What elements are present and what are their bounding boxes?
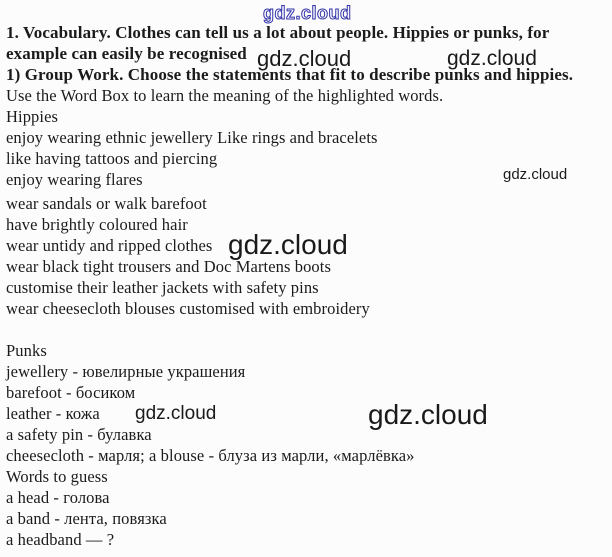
guess-word-line: a band - лента, повязка (6, 509, 167, 528)
watermark-heading-right: gdz.cloud (447, 47, 537, 70)
wordbox-line: a safety pin - булавка (6, 425, 152, 444)
watermark-outline-top: gdz.cloud (263, 3, 352, 23)
hippies-label: Hippies (6, 107, 59, 126)
statement-line: wear cheesecloth blouses customised with embroidery (6, 299, 370, 318)
wordbox-line: leather - кожа (6, 404, 100, 423)
statement-line: enjoy wearing ethnic jewellery Like rings and bracelets (6, 128, 378, 147)
guess-word-line: a head - голова (6, 488, 110, 507)
guess-word-line: a headband — ? (6, 530, 115, 549)
statement-line: wear sandals or walk barefoot (6, 194, 207, 213)
watermark-right-leather: gdz.cloud (368, 399, 488, 430)
statement-line: wear black tight trousers and Doc Martens boots (6, 257, 331, 276)
heading-line-1: 1. Vocabulary. Clothes can tell us a lot about people. Hippies or punks, for (6, 23, 550, 42)
statement-line: wear untidy and ripped clothes (6, 236, 213, 255)
watermark-after-leather: gdz.cloud (135, 403, 217, 424)
watermark-after-recognised: gdz.cloud (257, 46, 352, 71)
statement-line: like having tattoos and piercing (6, 149, 218, 168)
wordbox-line: barefoot - босиком (6, 383, 136, 402)
document-content (6, 22, 573, 550)
intro-line: Use the Word Box to learn the meaning of the highlighted words. (6, 86, 444, 105)
statement-line: have brightly coloured hair (6, 215, 188, 234)
watermark-after-clothes: gdz.cloud (228, 229, 348, 260)
heading-line-2: example can easily be recognised (6, 44, 247, 63)
heading-line-3: 1) Group Work. Choose the statements that fit to describe punks and hippies. (6, 65, 574, 84)
watermark-right-flares: gdz.cloud (503, 166, 568, 183)
wordbox-line: jewellery - ювелирные украшения (6, 362, 246, 381)
words-to-guess-label: Words to guess (6, 467, 108, 486)
punks-label: Punks (6, 341, 47, 360)
statement-line: customise their leather jackets with safety pins (6, 278, 319, 297)
wordbox-line: cheesecloth - марля; a blouse - блуза из марли, «марлёвка» (6, 446, 415, 465)
statement-line: enjoy wearing flares (6, 170, 143, 189)
